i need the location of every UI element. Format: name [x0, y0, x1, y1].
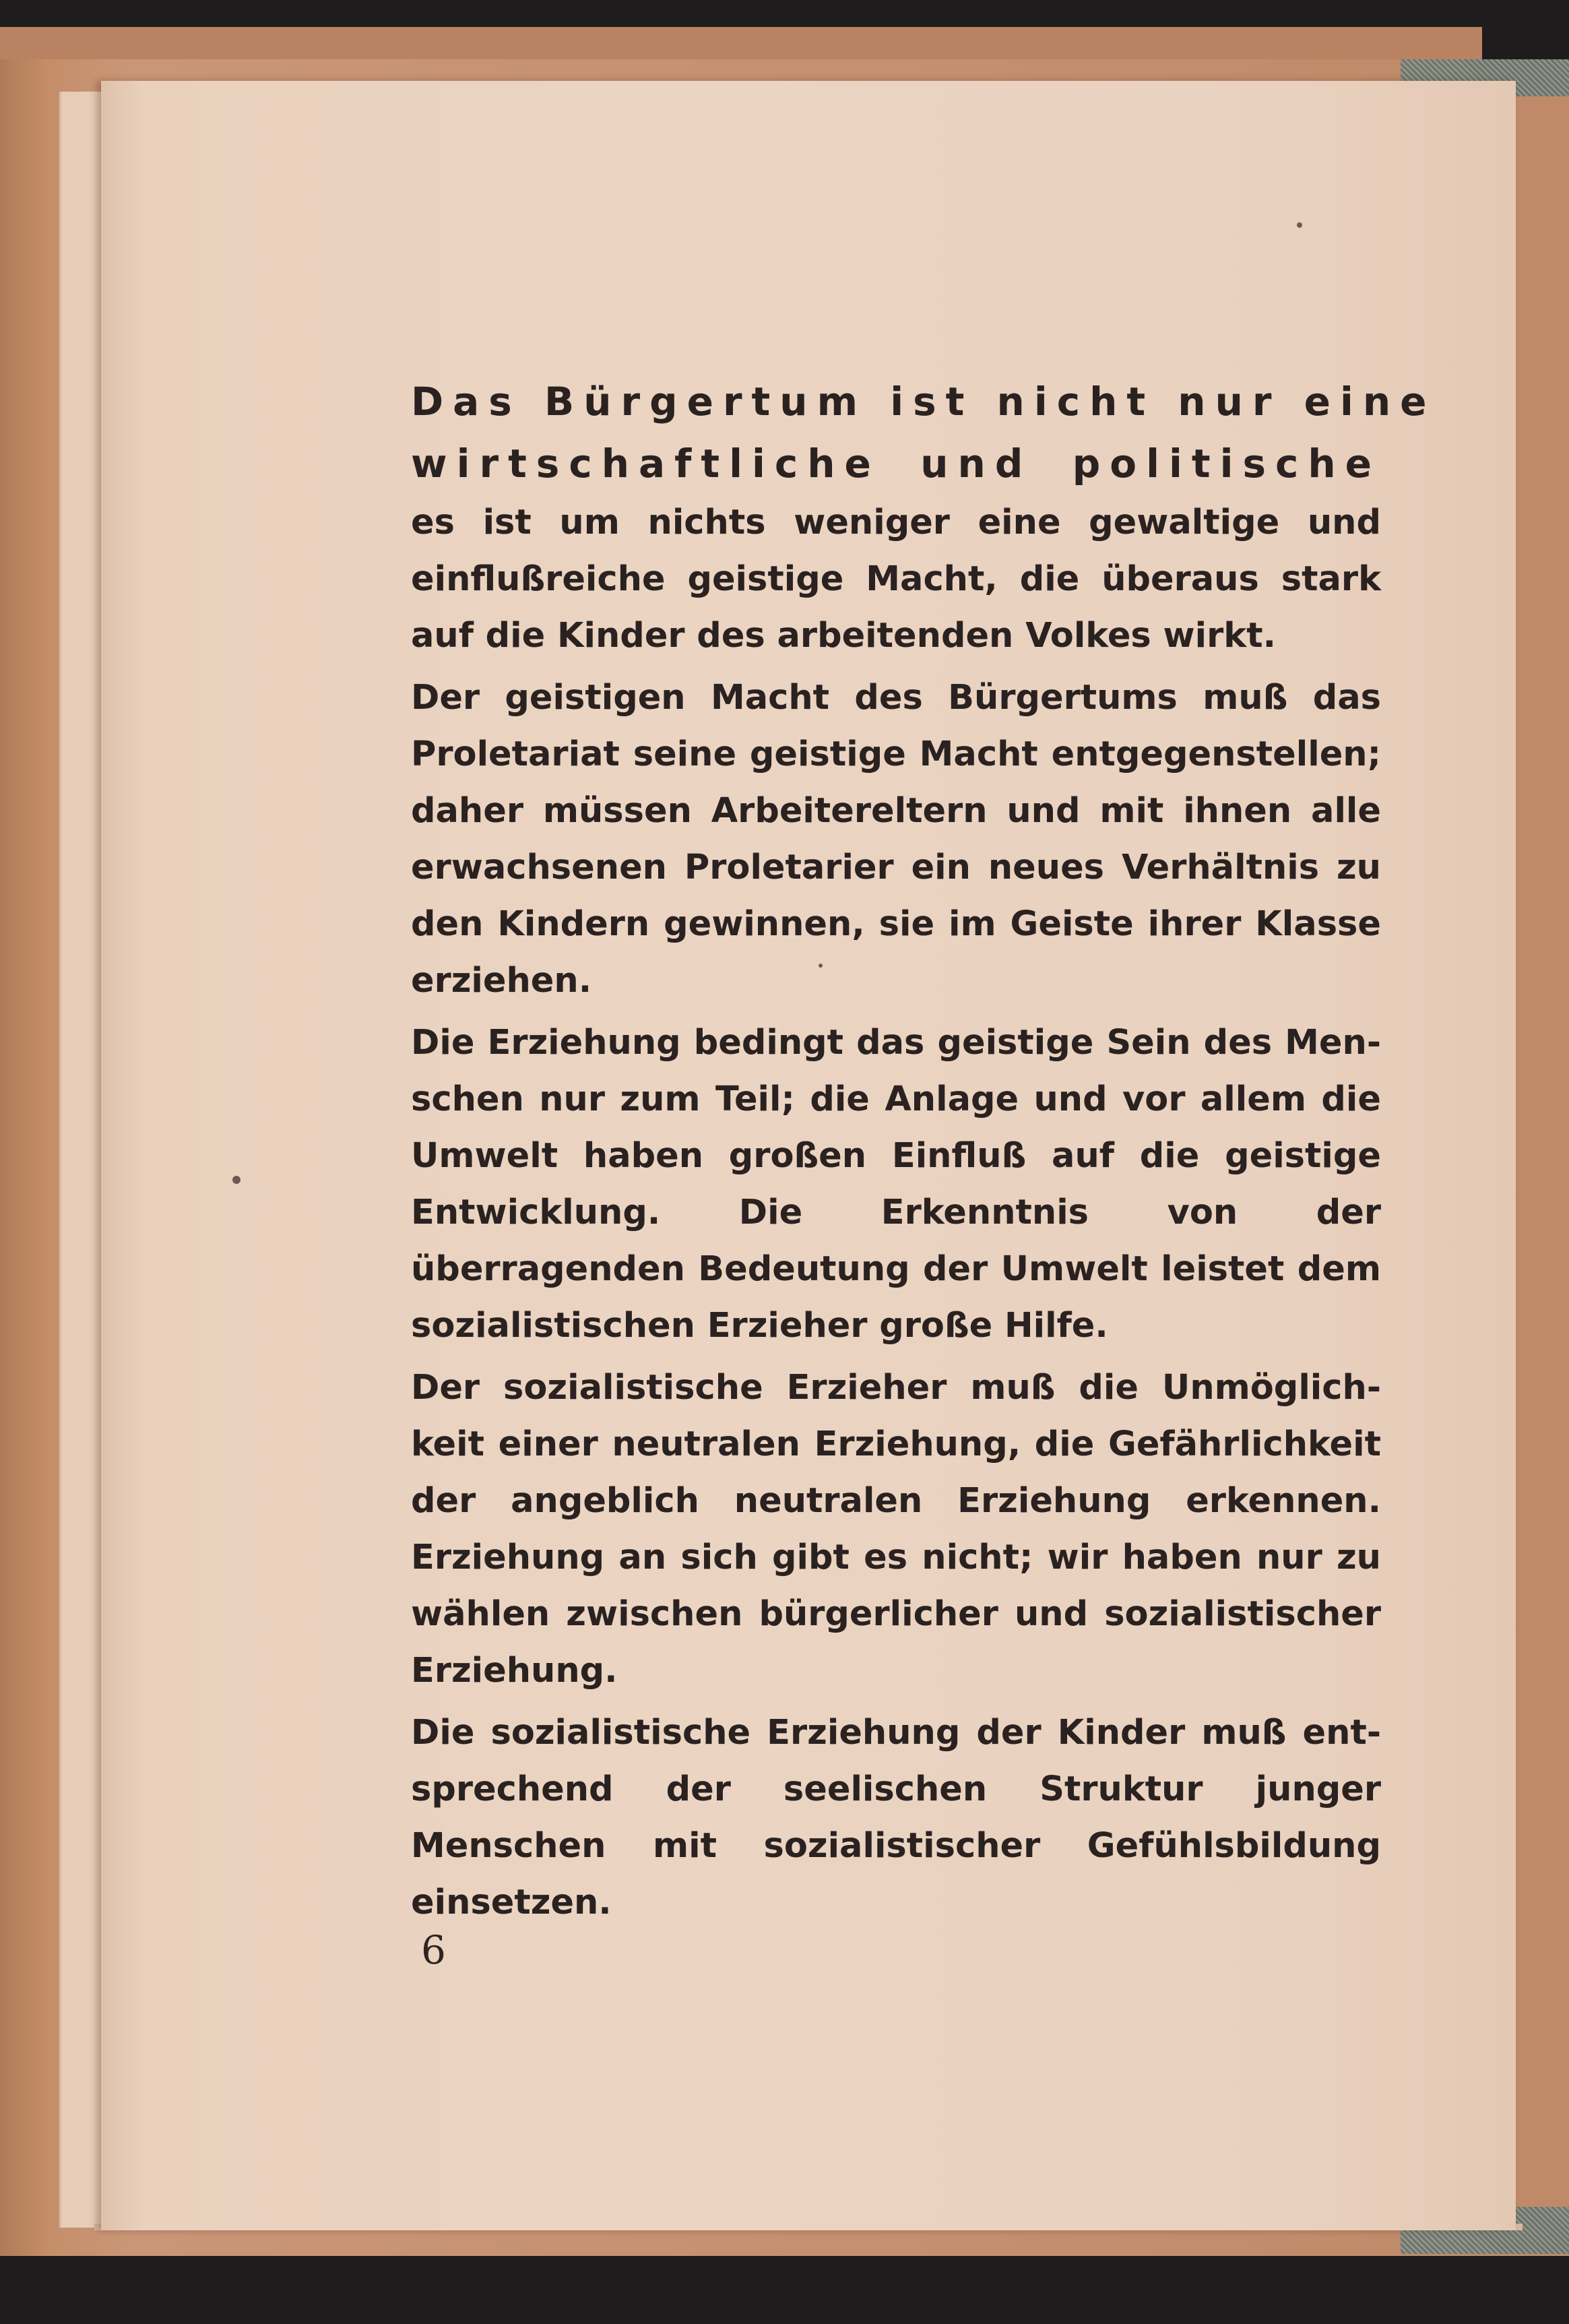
paragraph: Der geistigen Macht des Bürgertums muß das Proletariat seine geistige Macht entgegenstellen; daher müssen Arbeitereltern und mit ihnen alle erwachsenen Proletarier ein neues Verhältnis zu den Kindern gewinnen, sie im Geiste ihrer Klasse erziehen.: [411, 678, 1381, 1001]
text-block: [411, 371, 1436, 1931]
paragraph: es ist um nichts weniger eine gewaltige und einflußreiche geistige Macht, die überaus stark auf die Kinder des arbeitenden Volkes wirkt.: [411, 503, 1381, 656]
page-number: 6: [421, 1927, 446, 1973]
paragraph: Die Erziehung bedingt das geistige Sein des Menschen nur zum Teil; die Anlage und vor allem die Umwelt haben großen Einfluß auf die geistige Entwicklung. Die Erkenntnis von der überragenden Bedeutung der Umwelt leistet dem sozialistischen Erzieher große Hilfe.: [411, 1023, 1381, 1346]
heading-line-2: wirtschaftliche und politische: [411, 441, 1381, 486]
paragraph: Die sozialistische Erziehung der Kinder muß entsprechend der seelischen Struktur junger Menschen mit sozialistischer Gefühlsbildung einsetzen.: [411, 1713, 1381, 1922]
paper-speck: [1297, 222, 1302, 228]
paragraph: Der sozialistische Erzieher muß die Unmöglichkeit einer neutralen Erziehung, die Gefährlichkeit der angeblich neutralen Erziehung erkennen. Erziehung an sich gibt es nicht; wir haben nur zu wählen zwischen bürgerlicher und sozialistischer Erziehung.: [411, 1368, 1381, 1691]
paper-speck: [232, 1176, 241, 1184]
heading-line-1: Das Bürgertum ist nicht nur eine: [411, 379, 1436, 425]
